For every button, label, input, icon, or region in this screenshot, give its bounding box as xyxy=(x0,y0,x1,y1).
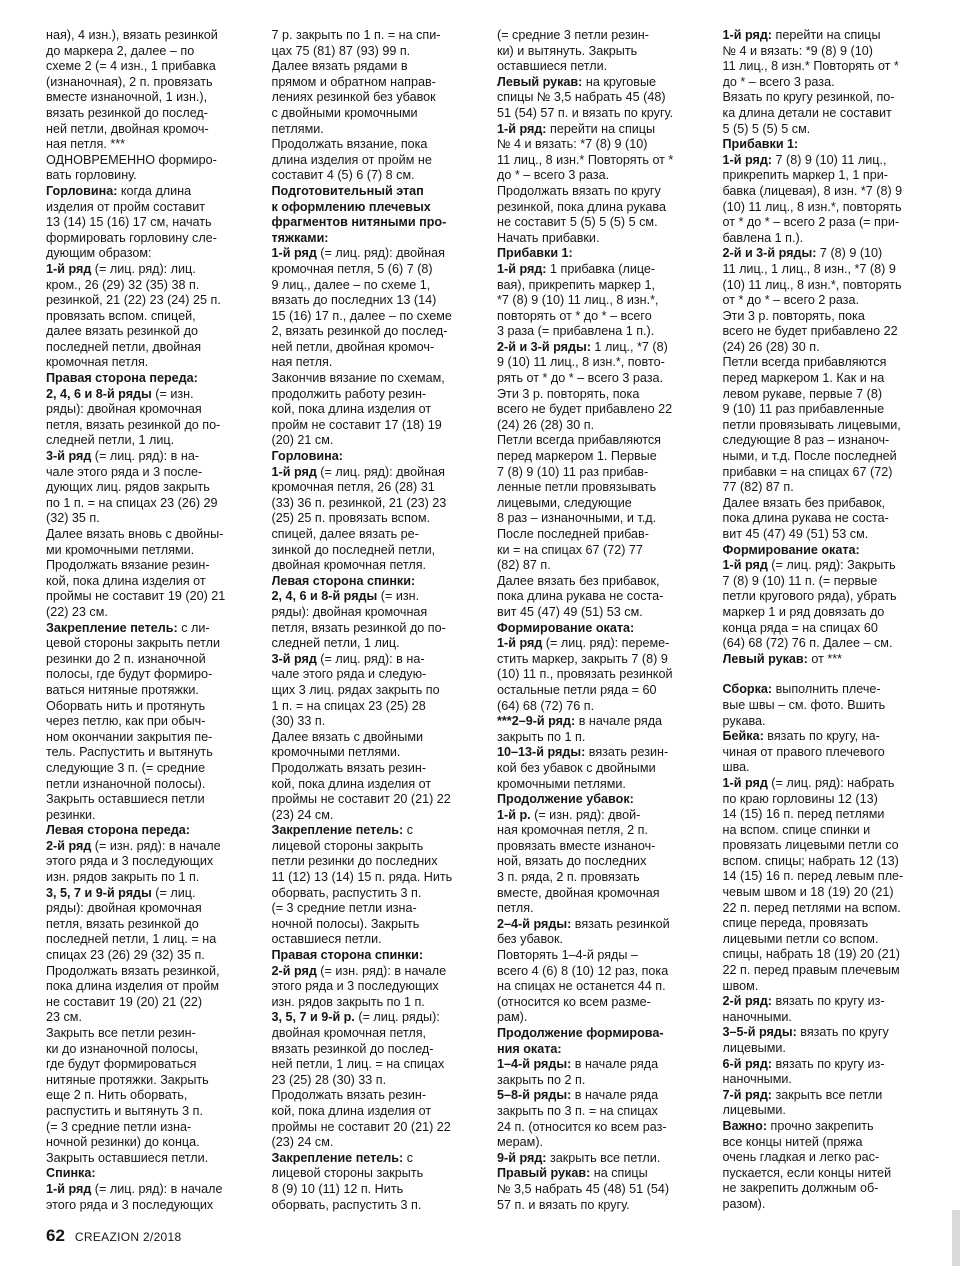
paragraph-text: 1 прибавка (лице- вая), прикрепить маркер 1, *7 (8) 9 (10) 11 лиц., 8 изн.*, повторять от * до * – всего 3 раза (= прибавлена 1 п.). xyxy=(497,261,659,339)
paragraph-text: ная), 4 изн.), вязать резинкой до маркера 2, далее – по схеме 2 (= 4 изн., 1 прибавка (изнаночная), 2 п. провязать вместе изнаночной, 1 изн.), вязать резинкой до послед- ней петли, двойная кромоч- ная петля. *** ОДНОВРЕМЕННО формиро- вать горловину. xyxy=(46,28,218,183)
paragraph-heading: Формирование оката: 1-й ряд xyxy=(722,542,860,573)
paragraph-text: прочно закрепить все концы нитей (пряжа очень гладкая и легко рас- пускается, если концы нитей не закрепить должным об- разом). xyxy=(722,1118,892,1211)
paragraph xyxy=(723,1088,931,1119)
paragraph xyxy=(497,621,705,715)
paragraph-heading: Горловина: 1-й ряд xyxy=(271,449,343,479)
paragraph xyxy=(46,621,254,824)
paragraph-heading: 1-й ряд: xyxy=(497,121,547,136)
paragraph xyxy=(272,574,480,652)
paragraph-heading: 3–5-й ряды: xyxy=(722,1025,797,1040)
paragraph-heading: Правый рукав: xyxy=(497,1166,591,1181)
paragraph xyxy=(497,792,705,917)
paragraph-text: вязать по кругу из- наночными. xyxy=(722,994,885,1024)
paragraph-heading: 3-й ряд xyxy=(46,449,92,464)
paragraph xyxy=(46,262,254,371)
paragraph xyxy=(497,1088,705,1150)
paragraph-heading: Спинка: 1-й ряд xyxy=(46,1166,96,1196)
paragraph xyxy=(497,714,705,745)
paragraph-heading: Правая сторона переда: 2, 4, 6 и 8-й ряды xyxy=(46,371,198,401)
paragraph-heading: Закрепление петель: xyxy=(271,823,404,838)
paragraph-text: (= лиц. ряд): Закрыть 7 (8) 9 (10) 11 п. (= первые петли кругового ряда), убрать маркер 1 и ряд довязать до конца ряда = на спицах 60 (64) 68 (72) 76 п. Далее – см. xyxy=(722,558,897,651)
paragraph xyxy=(272,28,480,184)
paragraph-heading: 2-й ряд: xyxy=(722,994,773,1009)
paragraph xyxy=(497,340,705,621)
paragraph-heading: Горловина: xyxy=(46,183,118,198)
paragraph xyxy=(723,137,931,246)
paragraph-text: 1 лиц., *7 (8) 9 (10) 11 лиц., 8 изн.*, повто- рять от * до * – всего 3 раза. Эти 3 р. повторять, пока всего не будет прибавлено 22 (24) 26 (28) 30 п. Петли всегда прибавляются перед маркером 1. Первые 7 (8) 9 (10) 11 раз прибав- ленные петли провязывать лицевыми, следующие 8 раз – изнаночными, и т.д. После последней прибав- ки = на спицах 67 (72) 77 (82) 87 п. Далее вязать без прибавок, пока длина рукава не соста- вит 45 (47) 49 (51) 53 см. xyxy=(497,339,673,619)
paragraph-text: (= изн. ряд): в начале этого ряда и 3 последующих изн. рядов закрыть по 1 п. xyxy=(46,838,221,885)
paragraph-heading: Левая сторона спинки: 2, 4, 6 и 8-й ряды xyxy=(271,573,416,604)
paragraph xyxy=(272,652,480,824)
paragraph xyxy=(723,652,931,668)
page-edge-mark xyxy=(952,1210,960,1266)
paragraph-heading: 7-й ряд: xyxy=(722,1087,773,1102)
paragraph-heading: 1-й ряд xyxy=(46,261,92,276)
column-1 xyxy=(46,28,254,1220)
paragraph-text: (= лиц. ряд): двойная кромочная петля, 5 (6) 7 (8) 9 лиц., далее – по схеме 1, вязать до последних 13 (14) 15 (16) 17 п., далее – по схеме 2, вязать резинкой до послед- ней петли, двойная кромоч- ная петля. Закончив вязание по схемам, продолжить работу резин- кой, пока длина изделия от пройм не составит 17 (18) 19 (20) 21 см. xyxy=(271,246,452,448)
paragraph-heading: Сборка: xyxy=(722,682,773,697)
paragraph-heading: 9-й ряд: xyxy=(497,1150,547,1165)
paragraph-text: (= изн. ряды): двойная кромочная петля, вязать резинкой до по- следней петли, 1 лиц. xyxy=(271,589,446,651)
column-3 xyxy=(497,28,705,1220)
paragraph xyxy=(272,823,480,948)
paragraph xyxy=(46,28,254,184)
paragraph xyxy=(272,449,480,574)
paragraph-text: когда длина изделия от пройм составит 13 (14) 15 (16) 17 см, начать формировать горловину сле- дующим образом: xyxy=(46,183,217,261)
paragraph-heading: 2-й и 3-й ряды: xyxy=(497,339,591,354)
paragraph xyxy=(46,823,254,885)
page-number: 62 xyxy=(46,1226,65,1245)
paragraph-text: вязать по кругу лицевыми. xyxy=(722,1025,889,1055)
paragraph xyxy=(497,745,705,792)
paragraph-heading: Левый рукав: xyxy=(722,651,808,666)
page-footer xyxy=(46,1226,181,1246)
paragraph-heading: 3-й ряд xyxy=(271,651,317,666)
paragraph-text: в начале ряда закрыть по 3 п. = на спицах 24 п. (относится ко всем раз- мерам). xyxy=(497,1088,667,1150)
paragraph-text: выполнить плече- вые швы – см. фото. Вшить рукава. xyxy=(722,682,886,728)
paragraph-text: 7 (8) 9 (10) 11 лиц., прикрепить маркер 1, 1 при- бавка (лицевая), 8 изн. *7 (8) 9 (10) 11 лиц., 8 изн.*, повторять от * до * – всего 2 раза (= при- бавлена 1 п.). xyxy=(722,152,903,245)
paragraph-heading: Бейка: xyxy=(722,729,764,744)
paragraph-heading: Прибавки 1: 1-й ряд: xyxy=(497,246,573,276)
paragraph-text: в начале ряда закрыть по 2 п. xyxy=(497,1057,659,1087)
magazine-issue: CREAZION 2/2018 xyxy=(74,1230,182,1244)
paragraph xyxy=(272,1151,480,1213)
paragraph-text: 7 (8) 9 (10) 11 лиц., 1 лиц., 8 изн., *7 (8) 9 (10) 11 лиц., 8 изн.*, повторять от * до * – всего 2 раза. Эти 3 р. повторять, пока всего не будет прибавлено 22 (24) 26 (28) 30 п. Петли всегда прибавляются перед маркером 1. Как и на левом рукаве, первые 7 (8) 9 (10) 11 раз прибавленные петли провязывать лицевыми, следующие 8 раз – изнаноч- ными, и т.д. После последней прибавки = на спицах 67 (72) 77 (82) 87 п. Далее вязать без прибавок, пока длина рукава не соста- вит 45 (47) 49 (51) 53 см. xyxy=(722,246,902,541)
paragraph xyxy=(272,948,480,1010)
paragraph xyxy=(46,371,254,449)
paragraph-heading: 5–8-й ряды: xyxy=(497,1088,572,1103)
column-2 xyxy=(272,28,480,1220)
paragraph-heading: Закрепление петель: xyxy=(271,1150,404,1165)
paragraph xyxy=(46,1166,254,1213)
paragraph-text: 7 р. закрыть по 1 п. = на спи- цах 75 (81) 87 (93) 99 п. Далее вязать рядами в прямом и обратном направ- лениях резинкой без убавок с двойными кромочными петлями. Продолжать вязание, пока длина изделия от пройм не составит 4 (5) 6 (7) 8 см. xyxy=(271,28,441,183)
paragraph-text: Далее вязать вновь с двойны- ми кромочными петлями. Продолжать вязание резин- кой, пока длина изделия от проймы не составит 19 (20) 21 (22) 23 см. xyxy=(46,527,226,619)
paragraph xyxy=(497,1026,705,1088)
paragraph-text: (= изн. ряды): двойная кромочная петля, вязать резинкой до по- следней петли, 1 лиц. xyxy=(46,386,221,448)
column-4 xyxy=(723,28,931,1220)
paragraph-text: перейти на спицы № 4 и вязать: *7 (8) 9 (10) 11 лиц., 8 изн.* Повторять от * до * – всего 3 раза. Продолжать вязать по кругу резинкой, пока длина рукава не составит 5 (5) 5 (5) 5 см. Начать прибавки. xyxy=(497,121,674,245)
paragraph-text: (= лиц. ряды): двойная кромочная петля, вязать резинкой до последней петли, 1 лиц. = на спицах 23 (26) 29 (32) 35 п. Продолжать вязать резинкой, пока длина изделия от пройм не составит 19 (20) 21 (22) 23 см. Закрыть все петли резин- ки до изнаночной полосы, где будут формироваться нитяные протяжки. Закрыть еще 2 п. Нить оборвать, распустить и вытянуть 3 п. (= 3 средние петли изна- ночной резинки) до конца. Закрыть оставшиеся петли. xyxy=(46,885,220,1165)
article-columns xyxy=(46,28,930,1220)
paragraph-text: с лицевой стороны закрыть петли резинки до последних 11 (12) 13 (14) 15 п. ряда. Нить оборвать, распустить 3 п. (= 3 средние петли изна- ночной полосы). Закрыть оставшиеся петли. xyxy=(271,823,453,947)
paragraph xyxy=(723,1057,931,1088)
paragraph-text: вязать по кругу из- наночными. xyxy=(722,1056,885,1087)
paragraph-heading: 3, 5, 7 и 9-й ряды xyxy=(46,885,152,900)
paragraph-heading: 6-й ряд: xyxy=(722,1056,773,1071)
paragraph-text: закрыть все петли. xyxy=(546,1150,661,1165)
paragraph-heading: 2–4-й ряды: xyxy=(497,916,572,931)
paragraph-heading: Важно: xyxy=(722,1118,768,1133)
paragraph-text: на круговые спицы № 3,5 набрать 45 (48) 51 (54) 57 п. и вязать по кругу. xyxy=(497,74,674,120)
paragraph-text: (= лиц. ряды): двойная кромочная петля, вязать резинкой до послед- ней петли, 1 лиц. = на спицах 23 (25) 28 (30) 33 п. Продолжать вязать резин- кой, пока длина изделия от проймы не составит 20 (21) 22 (23) 24 см. xyxy=(271,1010,451,1150)
paragraph-text: с ли- цевой стороны закрыть петли резинки до 2 п. изнаночной полосы, где будут формиро- ваться нитяные протяжки. Оборвать нить и протянуть через петлю, как при обыч- ном окончании закрытия пе- тель. Распустить и вытянуть следующие 3 п. (= средние петли изнаночной полосы). Закрыть оставшиеся петли резинки. xyxy=(46,620,221,822)
paragraph xyxy=(46,449,254,527)
paragraph-heading: 3, 5, 7 и 9-й р. xyxy=(271,1010,355,1025)
paragraph-heading: Правая сторона спинки: 2-й ряд xyxy=(271,948,424,978)
paragraph-heading: Продолжение формирова- ния оката: 1–4-й ряды: xyxy=(497,1026,664,1072)
paragraph xyxy=(497,122,705,247)
paragraph-text: вязать по кругу, на- чиная от правого плечевого шва. xyxy=(722,729,885,775)
paragraph-text: вязать резин- кой без убавок с двойными кромочными петлями. xyxy=(497,745,669,791)
paragraph xyxy=(723,28,931,137)
paragraph-text: перейти на спицы № 4 и вязать: *9 (8) 9 (10) 11 лиц., 8 изн.* Повторять от * до * – всего 3 раза. Вязать по кругу резинкой, по- ка длина детали не составит 5 (5) 5 (5) 5 см. xyxy=(722,28,899,136)
paragraph xyxy=(497,917,705,1026)
paragraph-text: (= лиц. ряд): двойная кромочная петля, 26 (28) 31 (33) 36 п. резинкой, 21 (23) 23 (25) 25 п. провязать вспом. спицей, далее вязать ре- зинкой до последней петли, двойная кромочная петля. xyxy=(271,464,447,573)
paragraph xyxy=(46,886,254,1167)
paragraph-text: в начале ряда закрыть по 1 п. xyxy=(497,714,663,744)
paragraph-heading: Левая сторона переда: 2-й ряд xyxy=(46,823,190,853)
paragraph-text: (= лиц. ряд): лиц. кром., 26 (29) 32 (35) 38 п. резинкой, 21 (22) 23 (24) 25 п. провязать вспом. спицей, далее вязать резинкой до последней петли, двойная кромочная петля. xyxy=(46,261,221,370)
paragraph xyxy=(723,682,931,729)
paragraph xyxy=(497,1166,705,1213)
paragraph-text: (= лиц. ряд): набрать по краю горловины 12 (13) 14 (15) 16 п. перед петлями на вспом. спице спинки и провязать лицевыми петли со вспом. спицы; набрать 12 (13) 14 (15) 16 п. перед левым пле- чевым швом и 18 (19) 20 (21) 22 п. перед петлями на вспом. спице переда, провязать лицевыми петли со вспом. спицы, набрать 18 (19) 20 (21) 22 п. перед правым плечевым швом. xyxy=(722,775,904,993)
paragraph-heading: ***2–9-й ряд: xyxy=(497,714,576,729)
paragraph-heading: Левый рукав: xyxy=(497,74,583,89)
paragraph-text: (= изн. ряд): двой- ная кромочная петля, 2 п. провязать вместе изнаноч- ной, вязать до последних 3 п. ряда, 2 п. провязать вместе, двойная кромочная петля. xyxy=(497,807,660,916)
paragraph-text: (= лиц. ряд): переме- стить маркер, закрыть 7 (8) 9 (10) 11 п., провязать резинкой остальные петли ряда = 60 (64) 68 (72) 76 п. xyxy=(497,636,673,713)
paragraph xyxy=(497,28,705,75)
paragraph xyxy=(46,184,254,262)
paragraph xyxy=(723,246,931,542)
paragraph xyxy=(723,729,931,776)
paragraph-text: с лицевой стороны закрыть 8 (9) 10 (11) 12 п. Нить оборвать, распустить 3 п. xyxy=(271,1150,424,1212)
paragraph xyxy=(497,75,705,122)
paragraph xyxy=(723,543,931,652)
paragraph xyxy=(723,1119,931,1213)
paragraph-text: (= лиц. ряд): в на- чале этого ряда и 3 после- дующих лиц. рядов закрыть по 1 п. = на спицах 23 (26) 29 (32) 35 п. xyxy=(46,449,218,526)
paragraph xyxy=(46,527,254,621)
paragraph-heading: 10–13-й ряды: xyxy=(497,745,586,760)
paragraph-heading: Закрепление петель: xyxy=(46,620,178,635)
paragraph xyxy=(723,1025,931,1056)
paragraph xyxy=(272,1010,480,1150)
paragraph-text: (= средние 3 петли резин- ки) и вытянуть. Закрыть оставшиеся петли. xyxy=(497,28,649,74)
paragraph-heading: Формирование оката: 1-й ряд xyxy=(497,620,635,651)
paragraph-heading: 1-й ряд xyxy=(722,775,768,790)
paragraph-heading: Подготовительный этап к оформлению плечевых фрагментов нитяными про- тяжками: xyxy=(271,183,447,245)
paragraph-text: (= лиц. ряд): в начале этого ряда и 3 последующих xyxy=(46,1181,223,1212)
paragraph-text: вязать резинкой без убавок. Повторять 1–4-й ряды – всего 4 (6) 8 (10) 12 раз, пока на спицах не останется 44 п. (относится ко всем разме- рам). xyxy=(497,916,670,1025)
paragraph-heading: Прибавки 1: 1-й ряд: xyxy=(722,137,799,167)
paragraph-text: (= изн. ряд): в начале этого ряда и 3 последующих изн. рядов закрыть по 1 п. xyxy=(271,963,447,1009)
paragraph-heading: 2-й и 3-й ряды: xyxy=(722,246,817,261)
paragraph xyxy=(272,246,480,449)
paragraph xyxy=(723,776,931,994)
paragraph xyxy=(723,994,931,1025)
paragraph-text: на спицы № 3,5 набрать 45 (48) 51 (54) 57 п. и вязать по кругу. xyxy=(497,1166,670,1212)
paragraph-heading: 1-й ряд: xyxy=(722,28,773,42)
paragraph-heading: 1-й ряд xyxy=(271,246,317,261)
paragraph xyxy=(497,246,705,340)
paragraph xyxy=(272,184,480,246)
paragraph-text: (= лиц. ряд): в на- чале этого ряда и следую- щих 3 лиц. рядах закрыть по 1 п. = на спицах 23 (25) 28 (30) 33 п. Далее вязать с двойными кромочными петлями. Продолжать вязать резин- кой, пока длина изделия от проймы не составит 20 (21) 22 (23) 24 см. xyxy=(271,651,451,822)
paragraph-text: от *** xyxy=(807,651,843,666)
paragraph-heading: Продолжение убавок: 1-й р. xyxy=(497,792,634,822)
paragraph xyxy=(497,1151,705,1167)
paragraph-text: закрыть все петли лицевыми. xyxy=(722,1087,883,1118)
